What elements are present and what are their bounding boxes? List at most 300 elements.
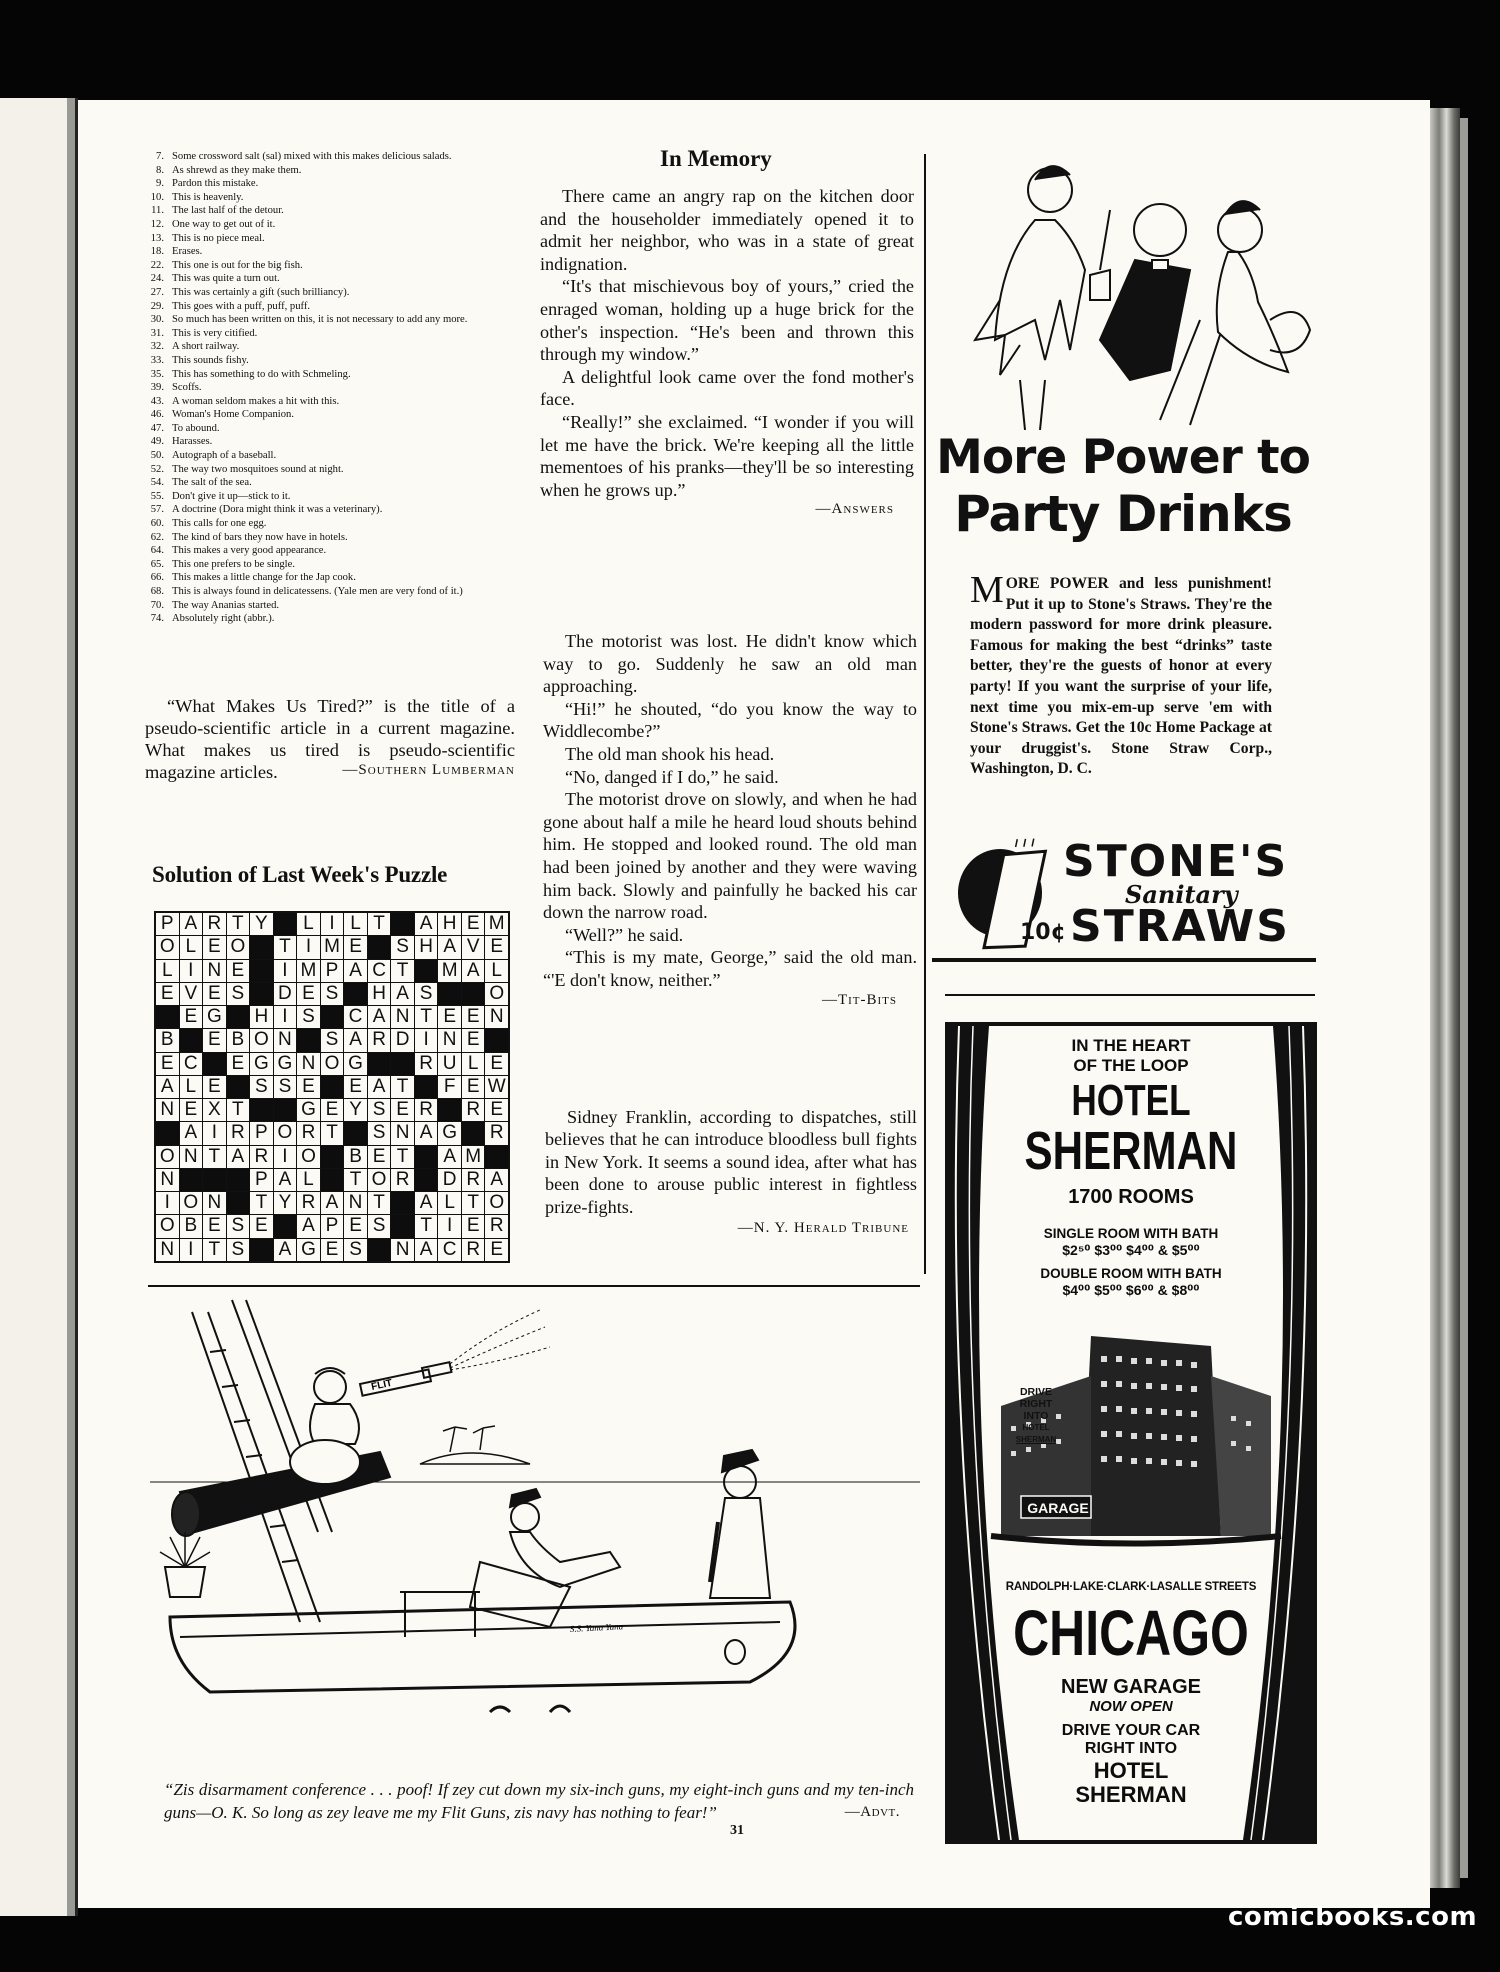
grid-letter-cell: A <box>368 1006 391 1028</box>
grid-letter-cell: A <box>438 936 461 958</box>
grid-letter-cell: S <box>391 936 414 958</box>
clue-text: This is heavenly. <box>172 191 244 203</box>
clue-number: 27. <box>150 286 164 298</box>
grid-black-cell <box>227 1076 250 1098</box>
grid-letter-cell: E <box>344 1215 367 1237</box>
straws-body-text: ORE POWER and less punishment! Put it up to Stone's Straws. They're the modern password for more drink pleasure. Famous for making the best “drinks” taste better, they're the guests of honor at every party! If you want the surprise of your life, next time you mix-em-up serve 'em with Stone's Straws. Get the 10c Home Package at your druggist's. Stone Straw Corp., Washington, D. C. <box>970 575 1272 778</box>
clue-text: Scoffs. <box>172 382 202 394</box>
clue-text: This goes with a puff, puff, puff. <box>172 300 310 312</box>
clue-text: Some crossword salt (sal) mixed with this makes delicious salads. <box>172 151 452 162</box>
grid-black-cell <box>415 1076 438 1098</box>
grid-letter-cell: R <box>391 1169 414 1191</box>
drive-line-4: SHERMAN <box>1075 1782 1187 1807</box>
clue-text: This is no piece meal. <box>172 232 265 244</box>
grid-letter-cell: A <box>321 1192 344 1214</box>
grid-black-cell <box>274 1099 297 1121</box>
flit-cartoon-illustration <box>150 1292 920 1772</box>
drive-sign-line: SHERMAN <box>1015 1435 1057 1444</box>
grid-letter-cell: E <box>297 983 320 1005</box>
clue-item <box>138 490 518 504</box>
cartoon-caption-text: “Zis disarmament conference . . . poof! If zey cut down my six-inch guns, my eight-inch guns and my ten-inch guns—O. K. So long as zey leave me my Flit Guns, zis navy has nothing to fear!” <box>164 1780 914 1822</box>
grid-letter-cell: E <box>180 1099 203 1121</box>
garage-sign: GARAGE <box>1027 1500 1089 1516</box>
clue-number: 50. <box>150 450 164 462</box>
straws-body <box>970 569 1272 780</box>
grid-letter-cell: E <box>462 1006 485 1028</box>
grid-letter-cell: N <box>438 1029 461 1051</box>
clue-item <box>138 150 518 164</box>
clue-number: 70. <box>150 599 164 611</box>
grid-black-cell <box>485 1146 508 1168</box>
hotel-rooms: 1700 ROOMS <box>1068 1186 1194 1208</box>
grid-letter-cell: M <box>297 960 320 982</box>
page-stack-edge-inner <box>1460 118 1468 1878</box>
grid-letter-cell: N <box>274 1029 297 1051</box>
grid-letter-cell: T <box>391 1146 414 1168</box>
clue-number: 30. <box>150 314 164 326</box>
grid-letter-cell: I <box>321 913 344 935</box>
grid-letter-cell: M <box>485 913 508 935</box>
grid-letter-cell: R <box>368 1029 391 1051</box>
clue-text: Autograph of a baseball. <box>172 450 277 462</box>
grid-letter-cell: E <box>485 1053 508 1075</box>
grid-letter-cell: E <box>156 983 179 1005</box>
grid-black-cell <box>438 983 461 1005</box>
grid-letter-cell: H <box>368 983 391 1005</box>
grid-letter-cell: C <box>344 1006 367 1028</box>
grid-letter-cell: O <box>321 1053 344 1075</box>
grid-letter-cell: V <box>180 983 203 1005</box>
grid-letter-cell: A <box>462 960 485 982</box>
grid-black-cell <box>321 1146 344 1168</box>
grid-letter-cell: T <box>415 1006 438 1028</box>
grid-black-cell <box>274 913 297 935</box>
grid-letter-cell: A <box>274 1169 297 1191</box>
grid-letter-cell: N <box>156 1099 179 1121</box>
cartoon-caption <box>164 1778 914 1824</box>
grid-black-cell <box>297 1029 320 1051</box>
clue-text: A doctrine (Dora might think it was a veterinary). <box>172 504 383 516</box>
clue-number: 32. <box>150 341 164 353</box>
clue-number: 9. <box>156 178 164 190</box>
hotel-tagline-2: OF THE LOOP <box>1073 1056 1189 1075</box>
clue-item <box>138 164 518 178</box>
grid-letter-cell: E <box>203 983 226 1005</box>
clue-text: The last half of the detour. <box>172 205 284 217</box>
grid-letter-cell: G <box>250 1053 273 1075</box>
grid-letter-cell: I <box>180 1239 203 1261</box>
clue-number: 11. <box>151 205 164 217</box>
grid-letter-cell: L <box>180 936 203 958</box>
grid-letter-cell: N <box>203 960 226 982</box>
drive-sign-line: RIGHT <box>1019 1398 1053 1410</box>
clue-number: 10. <box>150 191 164 203</box>
grid-letter-cell: O <box>368 1169 391 1191</box>
grid-letter-cell: S <box>227 1239 250 1261</box>
clue-item <box>138 177 518 191</box>
double-room-rates: $4⁰⁰ $5⁰⁰ $6⁰⁰ & $8⁰⁰ <box>1062 1282 1200 1298</box>
grid-letter-cell: T <box>344 1169 367 1191</box>
grid-letter-cell: L <box>297 913 320 935</box>
motorist-paragraph: “Well?” he said. <box>565 924 684 945</box>
clue-number: 66. <box>150 572 164 584</box>
grid-letter-cell: D <box>391 1029 414 1051</box>
clue-item <box>138 422 518 436</box>
straws-headline-line2: Party Drinks <box>954 485 1292 543</box>
grid-black-cell <box>321 1006 344 1028</box>
grid-letter-cell: I <box>203 1122 226 1144</box>
grid-letter-cell: N <box>156 1239 179 1261</box>
grid-letter-cell: A <box>156 1076 179 1098</box>
grid-letter-cell: E <box>485 1239 508 1261</box>
clue-number: 29. <box>150 300 164 312</box>
grid-letter-cell: N <box>203 1192 226 1214</box>
clue-item <box>138 327 518 341</box>
grid-letter-cell: N <box>391 1122 414 1144</box>
grid-letter-cell: H <box>438 913 461 935</box>
grid-letter-cell: L <box>485 960 508 982</box>
grid-letter-cell: L <box>438 1192 461 1214</box>
grid-letter-cell: W <box>485 1076 508 1098</box>
grid-letter-cell: L <box>344 913 367 935</box>
comicbooks-watermark: comicbooks.com <box>1228 1902 1478 1932</box>
clue-text: The kind of bars they now have in hotels. <box>172 531 348 543</box>
grid-letter-cell: G <box>344 1053 367 1075</box>
clue-item <box>138 476 518 490</box>
grid-letter-cell: H <box>250 1006 273 1028</box>
grid-letter-cell: O <box>156 936 179 958</box>
crossword-clues-list <box>138 150 518 626</box>
clue-number: 13. <box>150 232 164 244</box>
in-memory-article <box>540 185 914 518</box>
grid-letter-cell: L <box>180 1076 203 1098</box>
memory-source: —Answers <box>815 501 894 518</box>
grid-black-cell <box>274 1215 297 1237</box>
clue-item <box>138 272 518 286</box>
grid-letter-cell: T <box>227 913 250 935</box>
franklin-source: —N. Y. Herald Tribune <box>737 1220 909 1237</box>
clue-item <box>138 300 518 314</box>
clue-text: This one is out for the big fish. <box>172 259 303 271</box>
grid-letter-cell: E <box>368 1146 391 1168</box>
grid-letter-cell: E <box>180 1006 203 1028</box>
grid-letter-cell: E <box>344 1076 367 1098</box>
grid-letter-cell: R <box>203 913 226 935</box>
franklin-article <box>545 1106 917 1237</box>
grid-letter-cell: G <box>297 1099 320 1121</box>
grid-letter-cell: Y <box>344 1099 367 1121</box>
grid-letter-cell: T <box>203 1239 226 1261</box>
drive-sign-line: HOTEL <box>1022 1423 1050 1432</box>
clue-text: This one prefers to be single. <box>172 558 295 570</box>
grid-black-cell <box>391 1192 414 1214</box>
clue-item <box>138 286 518 300</box>
straws-headline-line1: More Power to <box>936 430 1310 485</box>
grid-letter-cell: T <box>368 913 391 935</box>
grid-letter-cell: E <box>227 960 250 982</box>
motorist-paragraph: “No, danged if I do,” he said. <box>565 766 779 787</box>
grid-letter-cell: G <box>274 1053 297 1075</box>
grid-letter-cell: I <box>274 1006 297 1028</box>
grid-letter-cell: T <box>250 1192 273 1214</box>
clue-text: This has something to do with Schmeling. <box>172 368 351 380</box>
clue-text: As shrewd as they make them. <box>172 164 302 176</box>
grid-letter-cell: S <box>368 1099 391 1121</box>
grid-letter-cell: S <box>274 1076 297 1098</box>
tired-source: —Southern Lumberman <box>342 762 515 778</box>
clue-item <box>138 204 518 218</box>
grid-letter-cell: T <box>391 1076 414 1098</box>
grid-letter-cell: O <box>156 1146 179 1168</box>
clue-number: 55. <box>150 490 164 502</box>
motorist-paragraph: “Hi!” he shouted, “do you know the way to Widdlecombe?” <box>543 698 917 742</box>
new-garage-label: NEW GARAGE <box>1061 1676 1201 1698</box>
grid-letter-cell: E <box>462 1029 485 1051</box>
grid-letter-cell: R <box>485 1215 508 1237</box>
grid-letter-cell: R <box>462 1099 485 1121</box>
clue-number: 7. <box>156 151 164 162</box>
grid-letter-cell: U <box>438 1053 461 1075</box>
double-room-label: DOUBLE ROOM WITH BATH <box>1040 1266 1222 1281</box>
clue-item <box>138 354 518 368</box>
clue-number: 35. <box>150 368 164 380</box>
grid-black-cell <box>438 1099 461 1121</box>
motorist-article <box>543 630 917 1009</box>
grid-black-cell <box>485 1029 508 1051</box>
grid-letter-cell: A <box>274 1239 297 1261</box>
grid-letter-cell: E <box>321 1239 344 1261</box>
page-number: 31 <box>730 1823 744 1838</box>
tired-text: “What Makes Us Tired?” is the title of a pseudo-scientific article in a current magazine. What makes us tired is pseudo-scientific magazine articles. <box>145 696 515 782</box>
grid-letter-cell: I <box>438 1215 461 1237</box>
grid-black-cell <box>203 1169 226 1191</box>
clue-number: 46. <box>150 409 164 421</box>
grid-letter-cell: B <box>227 1029 250 1051</box>
grid-letter-cell: L <box>156 960 179 982</box>
clue-item <box>138 585 518 599</box>
clue-number: 47. <box>150 422 164 434</box>
clue-number: 43. <box>150 395 164 407</box>
grid-letter-cell: T <box>368 1192 391 1214</box>
grid-letter-cell: R <box>415 1099 438 1121</box>
grid-black-cell <box>321 1169 344 1191</box>
clue-number: 12. <box>150 218 164 230</box>
clue-item <box>138 517 518 531</box>
clue-item <box>138 368 518 382</box>
grid-letter-cell: A <box>438 1146 461 1168</box>
straws-dropcap: M <box>970 569 1004 611</box>
grid-black-cell <box>203 1053 226 1075</box>
page-stack-edge <box>1430 108 1460 1888</box>
grid-letter-cell: A <box>344 1029 367 1051</box>
clue-number: 68. <box>150 586 164 597</box>
grid-letter-cell: S <box>368 1122 391 1144</box>
clue-item <box>138 232 518 246</box>
grid-letter-cell: R <box>462 1169 485 1191</box>
grid-letter-cell: E <box>156 1053 179 1075</box>
grid-letter-cell: O <box>485 983 508 1005</box>
grid-letter-cell: G <box>438 1122 461 1144</box>
grid-letter-cell: D <box>274 983 297 1005</box>
grid-letter-cell: N <box>297 1053 320 1075</box>
grid-letter-cell: L <box>462 1053 485 1075</box>
grid-letter-cell: A <box>485 1169 508 1191</box>
grid-letter-cell: N <box>180 1146 203 1168</box>
grid-letter-cell: T <box>462 1192 485 1214</box>
grid-letter-cell: G <box>203 1006 226 1028</box>
grid-letter-cell: O <box>297 1146 320 1168</box>
hotel-name-2: SHERMAN <box>1024 1121 1238 1181</box>
motorist-source: —Tit-Bits <box>821 991 897 1008</box>
clue-text: The way Ananias started. <box>172 599 280 611</box>
grid-letter-cell: N <box>391 1006 414 1028</box>
grid-letter-cell: C <box>180 1053 203 1075</box>
grid-black-cell <box>368 936 391 958</box>
drive-line-2: RIGHT INTO <box>1084 1740 1178 1757</box>
party-illustration <box>940 150 1320 430</box>
grid-letter-cell: A <box>391 983 414 1005</box>
grid-letter-cell: I <box>274 960 297 982</box>
grid-letter-cell: E <box>203 1215 226 1237</box>
clue-item <box>138 259 518 273</box>
grid-letter-cell: S <box>344 1239 367 1261</box>
clue-text: The salt of the sea. <box>172 477 252 489</box>
grid-letter-cell: P <box>250 1169 273 1191</box>
grid-letter-cell: O <box>227 936 250 958</box>
grid-letter-cell: I <box>274 1146 297 1168</box>
clue-number: 60. <box>150 518 164 530</box>
grid-letter-cell: E <box>203 1029 226 1051</box>
drive-sign-line: INTO <box>1023 1410 1049 1422</box>
grid-black-cell <box>250 983 273 1005</box>
stones-brand: STONE'S <box>1063 836 1289 887</box>
grid-letter-cell: N <box>391 1239 414 1261</box>
grid-letter-cell: D <box>438 1169 461 1191</box>
grid-letter-cell: E <box>438 1006 461 1028</box>
grid-black-cell <box>156 1122 179 1144</box>
grid-letter-cell: X <box>203 1099 226 1121</box>
straws-brand: STRAWS <box>1070 901 1290 952</box>
grid-letter-cell: A <box>297 1215 320 1237</box>
clue-number: 39. <box>150 382 164 394</box>
grid-letter-cell: E <box>462 1076 485 1098</box>
grid-letter-cell: R <box>462 1239 485 1261</box>
grid-black-cell <box>227 1006 250 1028</box>
grid-letter-cell: S <box>368 1215 391 1237</box>
grid-letter-cell: I <box>415 1029 438 1051</box>
clue-number: 8. <box>156 164 164 176</box>
flit-gun-label: FLIT <box>370 1377 394 1393</box>
grid-black-cell <box>368 1053 391 1075</box>
grid-letter-cell: E <box>462 913 485 935</box>
grid-letter-cell: M <box>321 936 344 958</box>
grid-black-cell <box>250 1239 273 1261</box>
clue-item <box>138 313 518 327</box>
grid-black-cell <box>391 1215 414 1237</box>
clue-text: Woman's Home Companion. <box>172 409 294 421</box>
motorist-paragraph: The motorist drove on slowly, and when he had gone about half a mile he heard loud shouts behind him. He stopped and looked round. The old man had been joined by another and they were waving him back. Slowly and painfully he backed his car down the narrow road. <box>543 789 917 923</box>
motorist-paragraph: The old man shook his head. <box>565 743 775 764</box>
clue-item <box>138 544 518 558</box>
grid-letter-cell: P <box>321 1215 344 1237</box>
grid-letter-cell: T <box>415 1215 438 1237</box>
drive-line-3: HOTEL <box>1093 1758 1169 1783</box>
clue-number: 74. <box>150 613 164 625</box>
grid-letter-cell: E <box>391 1099 414 1121</box>
grid-letter-cell: C <box>438 1239 461 1261</box>
grid-letter-cell: E <box>203 1076 226 1098</box>
grid-black-cell <box>180 1029 203 1051</box>
clue-item <box>138 191 518 205</box>
grid-black-cell <box>227 1169 250 1191</box>
grid-letter-cell: G <box>297 1239 320 1261</box>
grid-letter-cell: B <box>180 1215 203 1237</box>
grid-letter-cell: N <box>344 1192 367 1214</box>
grid-letter-cell: T <box>227 1099 250 1121</box>
grid-letter-cell: S <box>227 983 250 1005</box>
grid-letter-cell: A <box>415 1239 438 1261</box>
grid-letter-cell: I <box>297 936 320 958</box>
grid-letter-cell: O <box>250 1029 273 1051</box>
grid-letter-cell: N <box>156 1169 179 1191</box>
grid-letter-cell: F <box>438 1076 461 1098</box>
grid-letter-cell: T <box>391 960 414 982</box>
drive-sign-line: DRIVE <box>1019 1386 1053 1398</box>
cartoon-top-rule <box>148 1285 920 1287</box>
ship-name-label: S.S. Yana Yana <box>569 1621 624 1634</box>
clue-item <box>138 558 518 572</box>
clue-item <box>138 395 518 409</box>
clue-item <box>138 245 518 259</box>
grid-letter-cell: Y <box>250 913 273 935</box>
grid-letter-cell: P <box>321 960 344 982</box>
hotel-tagline-1: IN THE HEART <box>1071 1036 1191 1055</box>
price-label: 10¢ <box>1020 920 1066 945</box>
motorist-paragraph: “This is my mate, George,” said the old man. “'E don't know, neither.” <box>543 947 917 990</box>
clue-text: This makes a little change for the Jap cook. <box>172 572 356 584</box>
clue-item <box>138 599 518 613</box>
grid-letter-cell: E <box>203 936 226 958</box>
grid-black-cell <box>344 1122 367 1144</box>
clue-text: So much has been written on this, it is not necessary to add any more. <box>172 314 468 326</box>
clue-text: Harasses. <box>172 436 213 448</box>
grid-letter-cell: T <box>321 1122 344 1144</box>
drive-right-in-sign <box>1001 1386 1071 1446</box>
ad-divider <box>932 958 1316 962</box>
grid-black-cell <box>368 1239 391 1261</box>
grid-letter-cell: R <box>250 1146 273 1168</box>
clue-item <box>138 218 518 232</box>
grid-letter-cell: H <box>415 936 438 958</box>
clue-text: To abound. <box>172 422 220 434</box>
single-room-label: SINGLE ROOM WITH BATH <box>1043 1226 1219 1241</box>
grid-letter-cell: E <box>485 936 508 958</box>
grid-letter-cell: A <box>415 1122 438 1144</box>
clue-number: 18. <box>150 246 164 258</box>
crossword-solution-grid <box>154 911 510 1263</box>
grid-letter-cell: S <box>321 983 344 1005</box>
grid-black-cell <box>156 1006 179 1028</box>
clue-item <box>138 463 518 477</box>
grid-letter-cell: E <box>485 1099 508 1121</box>
grid-letter-cell: E <box>321 1099 344 1121</box>
grid-letter-cell: I <box>156 1192 179 1214</box>
memory-paragraph: “It's that mischievous boy of yours,” cried the enraged woman, holding up a huge brick for the other's inspection. “He's been and thrown this through my window.” <box>540 276 914 365</box>
hotel-name-1: HOTEL <box>1071 1076 1191 1125</box>
grid-letter-cell: O <box>156 1215 179 1237</box>
clue-number: 24. <box>150 273 164 285</box>
straws-headline <box>928 430 1318 542</box>
